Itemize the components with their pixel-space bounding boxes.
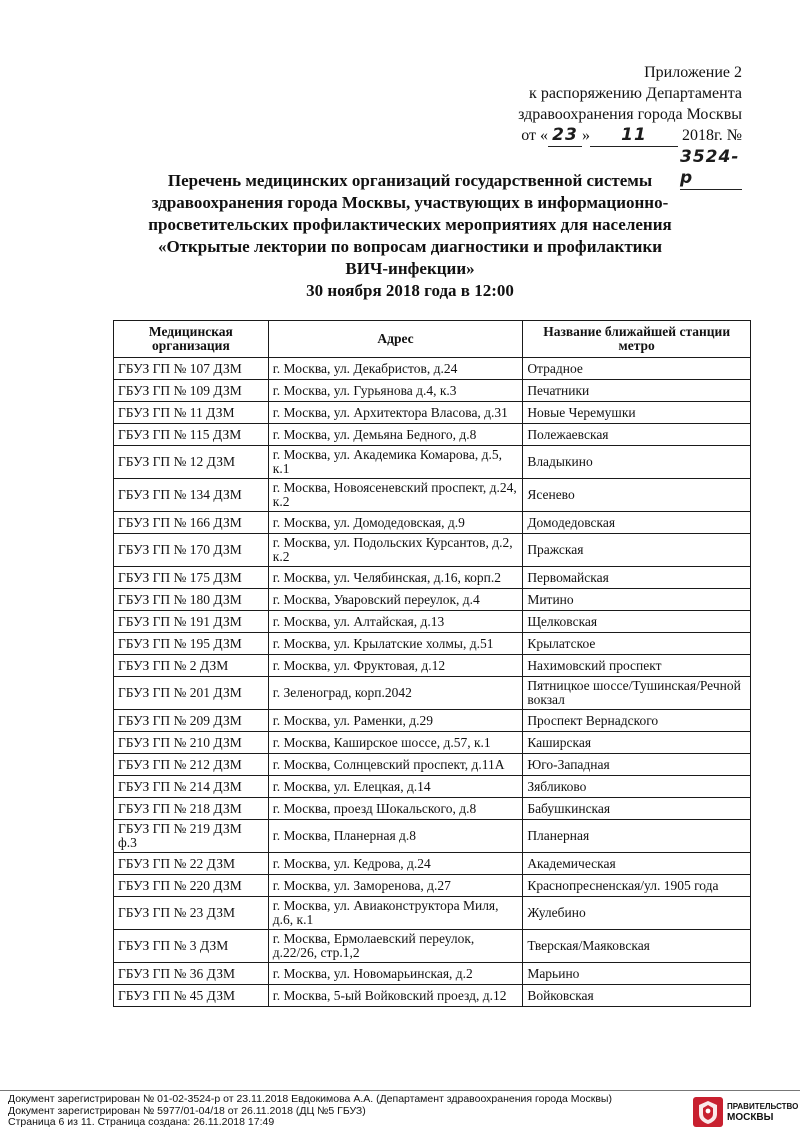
cell-metro: Щелковская [523, 611, 751, 633]
cell-organization: ГБУЗ ГП № 12 ДЗМ [114, 446, 269, 479]
table-row [114, 358, 751, 380]
cell-address: г. Москва, ул. Алтайская, д.13 [268, 611, 523, 633]
cell-organization: ГБУЗ ГП № 109 ДЗМ [114, 380, 269, 402]
cell-address: г. Москва, ул. Фруктовая, д.12 [268, 655, 523, 677]
cell-address: г. Москва, ул. Елецкая, д.14 [268, 776, 523, 798]
cell-organization: ГБУЗ ГП № 180 ДЗМ [114, 589, 269, 611]
cell-metro: Домодедовская [523, 512, 751, 534]
title-line: Перечень медицинских организаций государственной системы [167, 171, 653, 190]
table-row [114, 402, 751, 424]
cell-metro: Нахимовский проспект [523, 655, 751, 677]
cell-address: г. Москва, Ермолаевский переулок, д.22/26, стр.1,2 [268, 930, 523, 963]
footer-line: Страница 6 из 11. Страница создана: 26.11.2018 17:49 [8, 1116, 275, 1129]
cell-organization: ГБУЗ ГП № 175 ДЗМ [114, 567, 269, 589]
date-month-handwritten: 11 [590, 125, 678, 147]
cell-metro: Марьино [523, 963, 751, 985]
table-row [114, 512, 751, 534]
header-organization: Медицинская организация [114, 321, 269, 358]
event-date: 30 ноября 2018 года в 12:00 [306, 281, 514, 300]
cell-address: г. Москва, ул. Подольских Курсантов, д.2, к.2 [268, 534, 523, 567]
cell-metro: Владыкино [523, 446, 751, 479]
table-row [114, 963, 751, 985]
cell-address: г. Москва, ул. Домодедовская, д.9 [268, 512, 523, 534]
cell-organization: ГБУЗ ГП № 191 ДЗМ [114, 611, 269, 633]
cell-organization: ГБУЗ ГП № 3 ДЗМ [114, 930, 269, 963]
table-row [114, 985, 751, 1007]
order-number-handwritten: 3524-р [680, 147, 742, 190]
table-row [114, 710, 751, 732]
cell-address: г. Зеленоград, корп.2042 [268, 677, 523, 710]
cell-metro: Академическая [523, 853, 751, 875]
moscow-emblem-icon [693, 1097, 723, 1127]
cell-address: г. Москва, ул. Кедрова, д.24 [268, 853, 523, 875]
cell-address: г. Москва, ул. Декабристов, д.24 [268, 358, 523, 380]
table-row [114, 897, 751, 930]
cell-address: г. Москва, ул. Архитектора Власова, д.31 [268, 402, 523, 424]
title-line: здравоохранения города Москвы, участвующих в информационно- [151, 193, 669, 212]
government-label [727, 1101, 800, 1123]
table-row [114, 479, 751, 512]
gov-line: ПРАВИТЕЛЬСТВО [727, 1102, 799, 1111]
cell-metro: Полежаевская [523, 424, 751, 446]
cell-metro: Войковская [523, 985, 751, 1007]
table-row [114, 776, 751, 798]
table-row [114, 567, 751, 589]
cell-organization: ГБУЗ ГП № 45 ДЗМ [114, 985, 269, 1007]
cell-organization: ГБУЗ ГП № 214 ДЗМ [114, 776, 269, 798]
cell-address: г. Москва, проезд Шокальского, д.8 [268, 798, 523, 820]
registration-footer [8, 1094, 688, 1129]
cell-address: г. Москва, 5-ый Войковский проезд, д.12 [268, 985, 523, 1007]
cell-address: г. Москва, ул. Новомарьинская, д.2 [268, 963, 523, 985]
cell-metro: Печатники [523, 380, 751, 402]
cell-metro: Крылатское [523, 633, 751, 655]
cell-organization: ГБУЗ ГП № 212 ДЗМ [114, 754, 269, 776]
organizations-table [113, 320, 751, 1007]
table-row [114, 732, 751, 754]
document-title [130, 170, 690, 302]
table-row [114, 446, 751, 479]
table-header-row [114, 321, 751, 358]
table-body [114, 358, 751, 1007]
cell-organization: ГБУЗ ГП № 36 ДЗМ [114, 963, 269, 985]
cell-organization: ГБУЗ ГП № 11 ДЗМ [114, 402, 269, 424]
cell-organization: ГБУЗ ГП № 218 ДЗМ [114, 798, 269, 820]
table-row [114, 820, 751, 853]
cell-organization: ГБУЗ ГП № 209 ДЗМ [114, 710, 269, 732]
cell-metro: Жулебино [523, 897, 751, 930]
cell-address: г. Москва, ул. Академика Комарова, д.5, к.1 [268, 446, 523, 479]
cell-address: г. Москва, Новоясеневский проспект, д.24, к.2 [268, 479, 523, 512]
cell-address: г. Москва, ул. Челябинская, д.16, корп.2 [268, 567, 523, 589]
cell-metro: Пятницкое шоссе/Тушинская/Речной вокзал [523, 677, 751, 710]
cell-organization: ГБУЗ ГП № 166 ДЗМ [114, 512, 269, 534]
cell-metro: Тверская/Маяковская [523, 930, 751, 963]
table-row [114, 633, 751, 655]
gov-line: МОСКВЫ [727, 1112, 774, 1123]
title-line: «Открытые лектории по вопросам диагностики и профилактики [157, 237, 663, 256]
table-row [114, 424, 751, 446]
cell-metro: Отрадное [523, 358, 751, 380]
cell-metro: Первомайская [523, 567, 751, 589]
footer-line: Документ зарегистрирован № 01-02-3524-р от 23.11.2018 Евдокимова А.А. (Департамент здравоохранения города Москвы) [8, 1093, 612, 1105]
cell-address: г. Москва, Солнцевский проспект, д.11А [268, 754, 523, 776]
table-row [114, 798, 751, 820]
cell-metro: Краснопресненская/ул. 1905 года [523, 875, 751, 897]
annex-subtitle: к распоряжению Департамента [529, 85, 742, 102]
cell-address: г. Москва, ул. Раменки, д.29 [268, 710, 523, 732]
cell-organization: ГБУЗ ГП № 195 ДЗМ [114, 633, 269, 655]
table-row [114, 853, 751, 875]
table-row [114, 930, 751, 963]
cell-organization: ГБУЗ ГП № 23 ДЗМ [114, 897, 269, 930]
annex-title: Приложение 2 [644, 64, 742, 81]
cell-organization: ГБУЗ ГП № 210 ДЗМ [114, 732, 269, 754]
footer-divider [0, 1090, 800, 1091]
cell-address: г. Москва, ул. Авиаконструктора Миля, д.6, к.1 [268, 897, 523, 930]
cell-address: г. Москва, ул. Демьяна Бедного, д.8 [268, 424, 523, 446]
table-row [114, 534, 751, 567]
cell-organization: ГБУЗ ГП № 134 ДЗМ [114, 479, 269, 512]
cell-address: г. Москва, Каширское шоссе, д.57, к.1 [268, 732, 523, 754]
cell-metro: Проспект Вернадского [523, 710, 751, 732]
table-row [114, 754, 751, 776]
cell-metro: Каширская [523, 732, 751, 754]
cell-organization: ГБУЗ ГП № 170 ДЗМ [114, 534, 269, 567]
cell-organization: ГБУЗ ГП № 2 ДЗМ [114, 655, 269, 677]
cell-address: г. Москва, ул. Гурьянова д.4, к.3 [268, 380, 523, 402]
table-row [114, 589, 751, 611]
table-row [114, 875, 751, 897]
cell-address: г. Москва, Уваровский переулок, д.4 [268, 589, 523, 611]
table-row [114, 677, 751, 710]
cell-address: г. Москва, ул. Крылатские холмы, д.51 [268, 633, 523, 655]
annex-department: здравоохранения города Москвы [518, 106, 742, 123]
cell-organization: ГБУЗ ГП № 22 ДЗМ [114, 853, 269, 875]
title-line: ВИЧ-инфекции» [345, 259, 475, 278]
cell-organization: ГБУЗ ГП № 219 ДЗМ ф.3 [114, 820, 269, 853]
cell-metro: Новые Черемушки [523, 402, 751, 424]
date-prefix: от « [521, 127, 548, 144]
date-year: 2018г. № [681, 127, 742, 144]
cell-address: г. Москва, ул. Заморенова, д.27 [268, 875, 523, 897]
cell-organization: ГБУЗ ГП № 201 ДЗМ [114, 677, 269, 710]
title-line: просветительских профилактических мероприятиях для населения [148, 215, 672, 234]
cell-organization: ГБУЗ ГП № 220 ДЗМ [114, 875, 269, 897]
cell-metro: Ясенево [523, 479, 751, 512]
cell-metro: Планерная [523, 820, 751, 853]
cell-metro: Юго-Западная [523, 754, 751, 776]
date-day-handwritten: 23 [548, 125, 582, 147]
table-row [114, 611, 751, 633]
cell-address: г. Москва, Планерная д.8 [268, 820, 523, 853]
table-row [114, 380, 751, 402]
table-row [114, 655, 751, 677]
cell-metro: Бабушкинская [523, 798, 751, 820]
cell-metro: Митино [523, 589, 751, 611]
cell-organization: ГБУЗ ГП № 107 ДЗМ [114, 358, 269, 380]
header-metro: Название ближайшей станции метро [523, 321, 751, 358]
cell-organization: ГБУЗ ГП № 115 ДЗМ [114, 424, 269, 446]
date-mid: » [581, 127, 590, 144]
cell-metro: Зябликово [523, 776, 751, 798]
header-address: Адрес [268, 321, 523, 358]
footer-line: Документ зарегистрирован № 5977/01-04/18 от 26.11.2018 (ДЦ №5 ГБУЗ) [8, 1104, 366, 1117]
cell-metro: Пражская [523, 534, 751, 567]
